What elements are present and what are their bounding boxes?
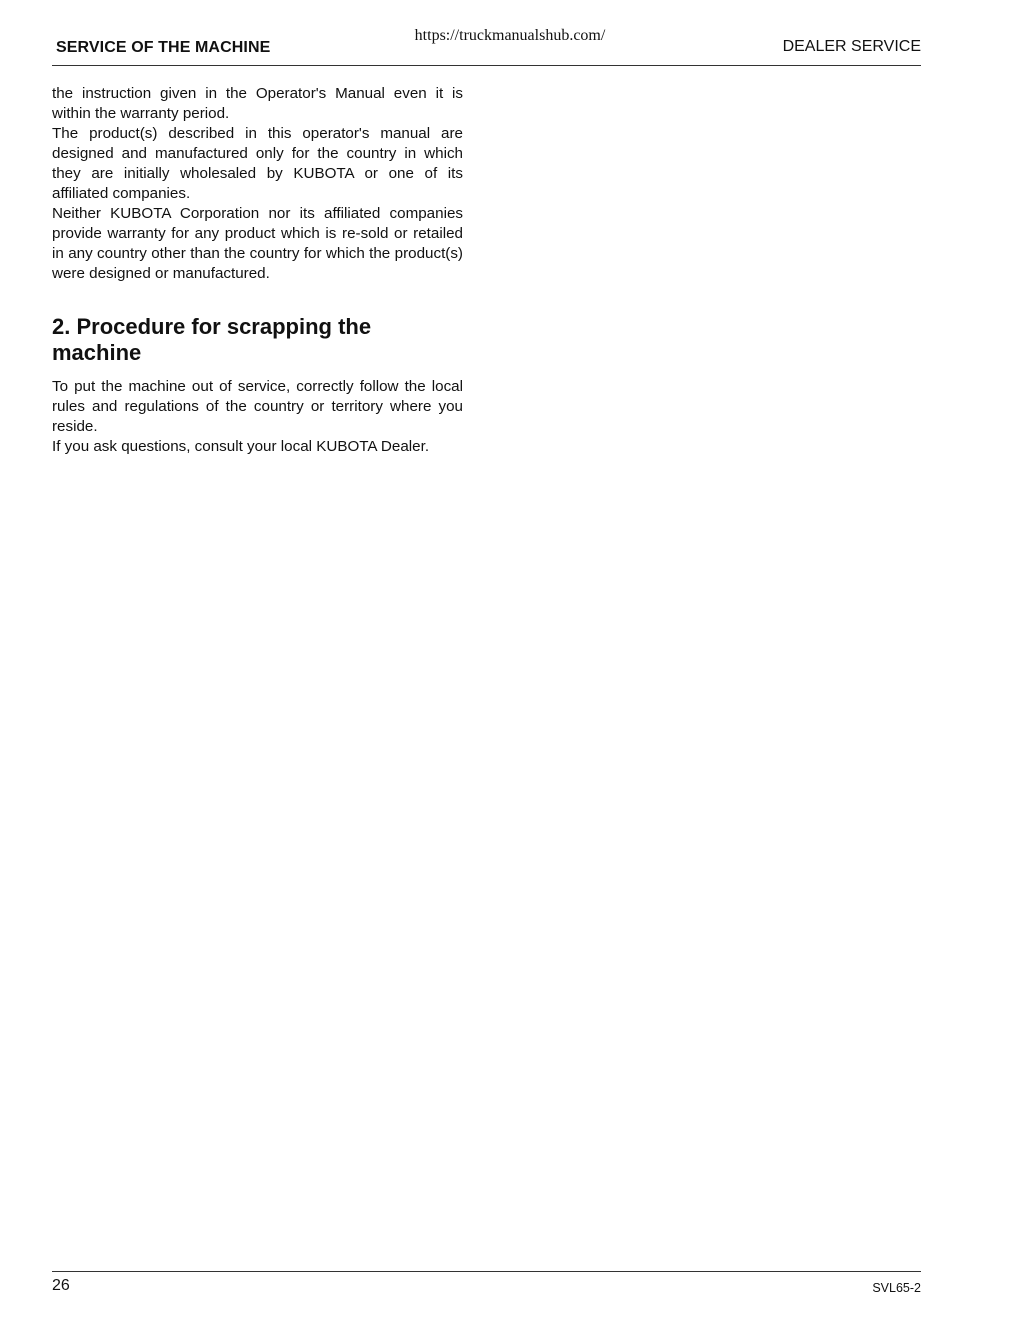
header-section-title: SERVICE OF THE MACHINE — [56, 39, 271, 56]
page-number: 26 — [52, 1277, 70, 1294]
watermark-url: https://truckmanualshub.com/ — [414, 27, 606, 44]
paragraph-out-of-service: To put the machine out of service, correctly follow the local rules and regulations of the country or territory where you reside. — [52, 378, 463, 435]
footer-divider — [52, 1271, 921, 1272]
text-column — [52, 84, 463, 457]
paragraph-country-design: The product(s) described in this operator's manual are designed and manufactured only for the country in which they are initially wholesaled by KUBOTA or one of its affiliated companies. — [52, 125, 463, 202]
header-chapter-title: DEALER SERVICE — [782, 38, 921, 55]
paragraph-warranty-instruction: the instruction given in the Operator's Manual even it is within the warranty period. — [52, 85, 463, 122]
paragraph-no-warranty-resale: Neither KUBOTA Corporation nor its affiliated companies provide warranty for any product which is re-sold or retailed in any country other than the country for which the product(s) were designed or manufactured. — [52, 205, 463, 282]
header-divider — [52, 65, 921, 66]
section-heading-scrapping: 2. Procedure for scrapping the machine — [52, 314, 372, 365]
paragraph-consult-dealer: If you ask questions, consult your local KUBOTA Dealer. — [52, 438, 430, 455]
model-code: SVL65-2 — [872, 1281, 921, 1295]
